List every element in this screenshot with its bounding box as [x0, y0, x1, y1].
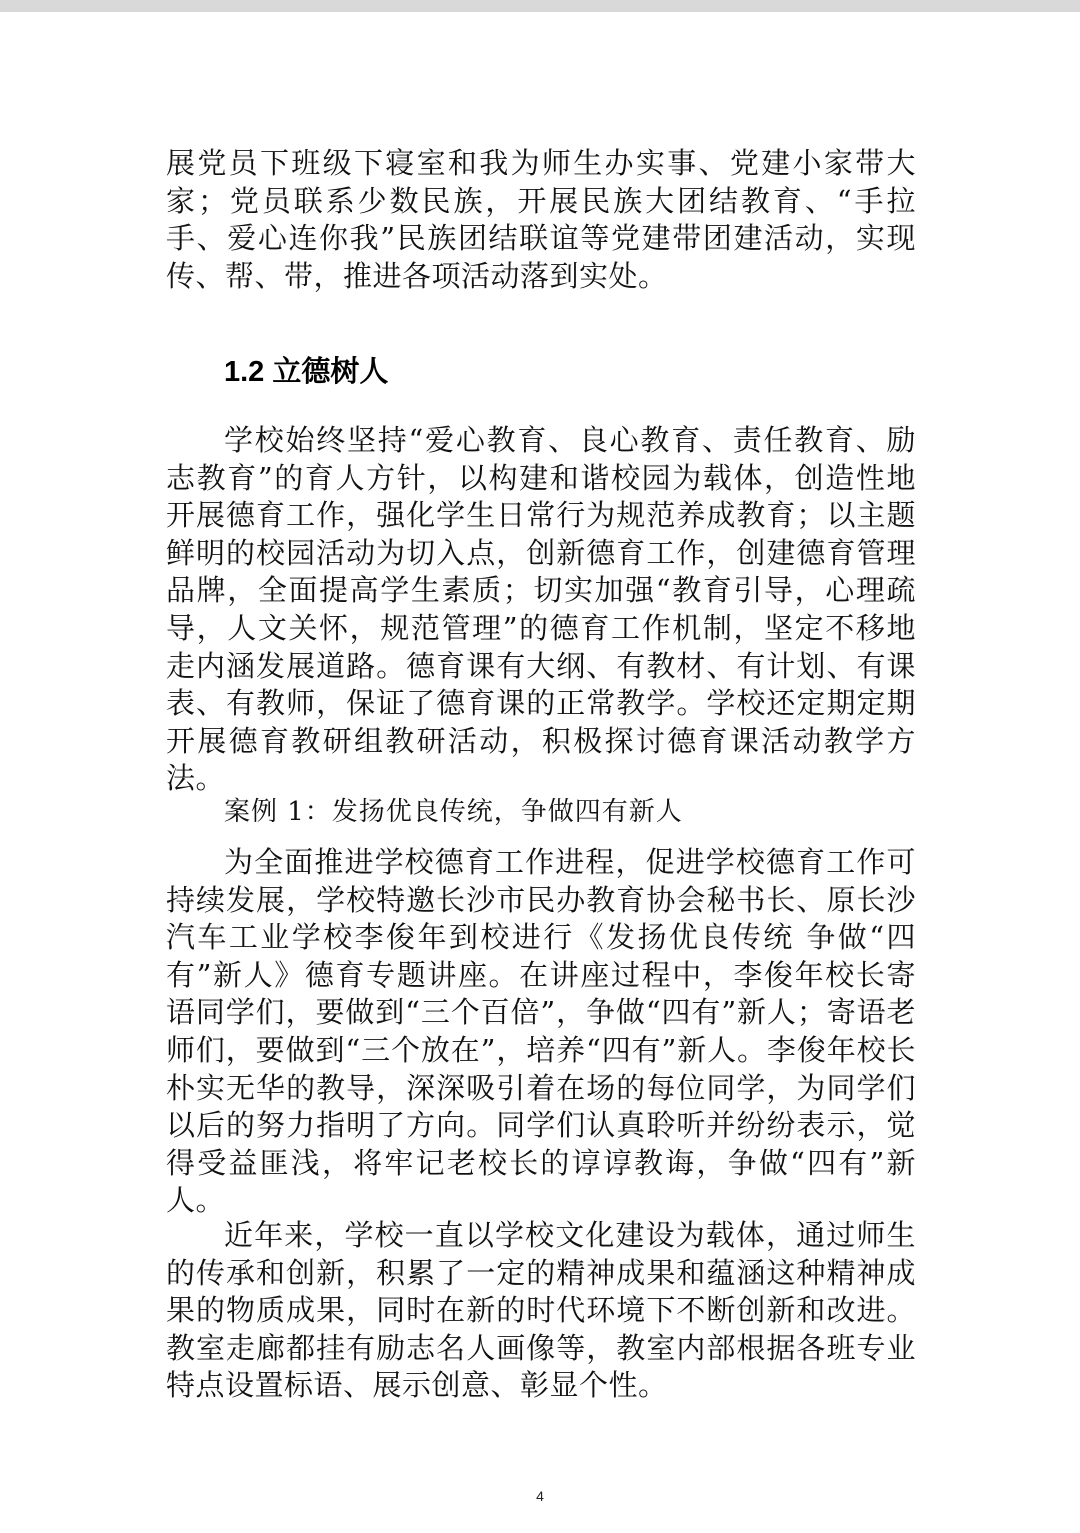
viewer-top-band [0, 0, 1080, 12]
paragraph-moral-education: 学校始终坚持“爱心教育、良心教育、责任教育、励志教育”的育人方针，以构建和谐校园为载体，创造性地开展德育工作，强化学生日常行为规范养成教育；以主题鲜明的校园活动为切入点，创新德育工作，创建德育管理品牌，全面提高学生素质；切实加强“教育引导，心理疏导，人文关怀，规范管理”的德育工作机制，坚定不移地走内涵发展道路。德育课有大纲、有教材、有计划、有课表、有教师，保证了德育课的正常教学。学校还定期定期开展德育教研组教研活动，积极探讨德育课活动教学方法。 [166, 423, 916, 796]
case-title: 案例 1：发扬优良传统，争做四有新人 [224, 797, 683, 827]
document-page [0, 12, 1080, 1533]
section-heading: 1.2 立德树人 [224, 356, 389, 388]
paragraph-campus-culture: 近年来，学校一直以学校文化建设为载体，通过师生的传承和创新，积累了一定的精神成果和蕴涵这种精神成果的物质成果，同时在新的时代环境下不断创新和改进。教室走廊都挂有励志名人画像等，教室内部根据各班专业特点设置标语、展示创意、彰显个性。 [166, 1218, 916, 1403]
paragraph-party-building: 展党员下班级下寝室和我为师生办实事、党建小家带大家；党员联系少数民族，开展民族大团结教育、“手拉手、爱心连你我”民族团结联谊等党建带团建活动，实现传、帮、带，推进各项活动落到实处。 [166, 146, 916, 293]
paragraph-case-lecture: 为全面推进学校德育工作进程，促进学校德育工作可持续发展，学校特邀长沙市民办教育协会秘书长、原长沙汽车工业学校李俊年到校进行《发扬优良传统 争做“四有”新人》德育专题讲座。在讲座过程中，李俊年校长寄语同学们，要做到“三个百倍”，争做“四有”新人；寄语老师们，要做到“三个放在”，培养“四有”新人。李俊年校长朴实无华的教导，深深吸引着在场的每位同学，为同学们以后的努力指明了方向。同学们认真聆听并纷纷表示，觉得受益匪浅，将牢记老校长的谆谆教诲，争做“四有”新人。 [166, 845, 916, 1218]
page-number: 4 [536, 1488, 544, 1504]
